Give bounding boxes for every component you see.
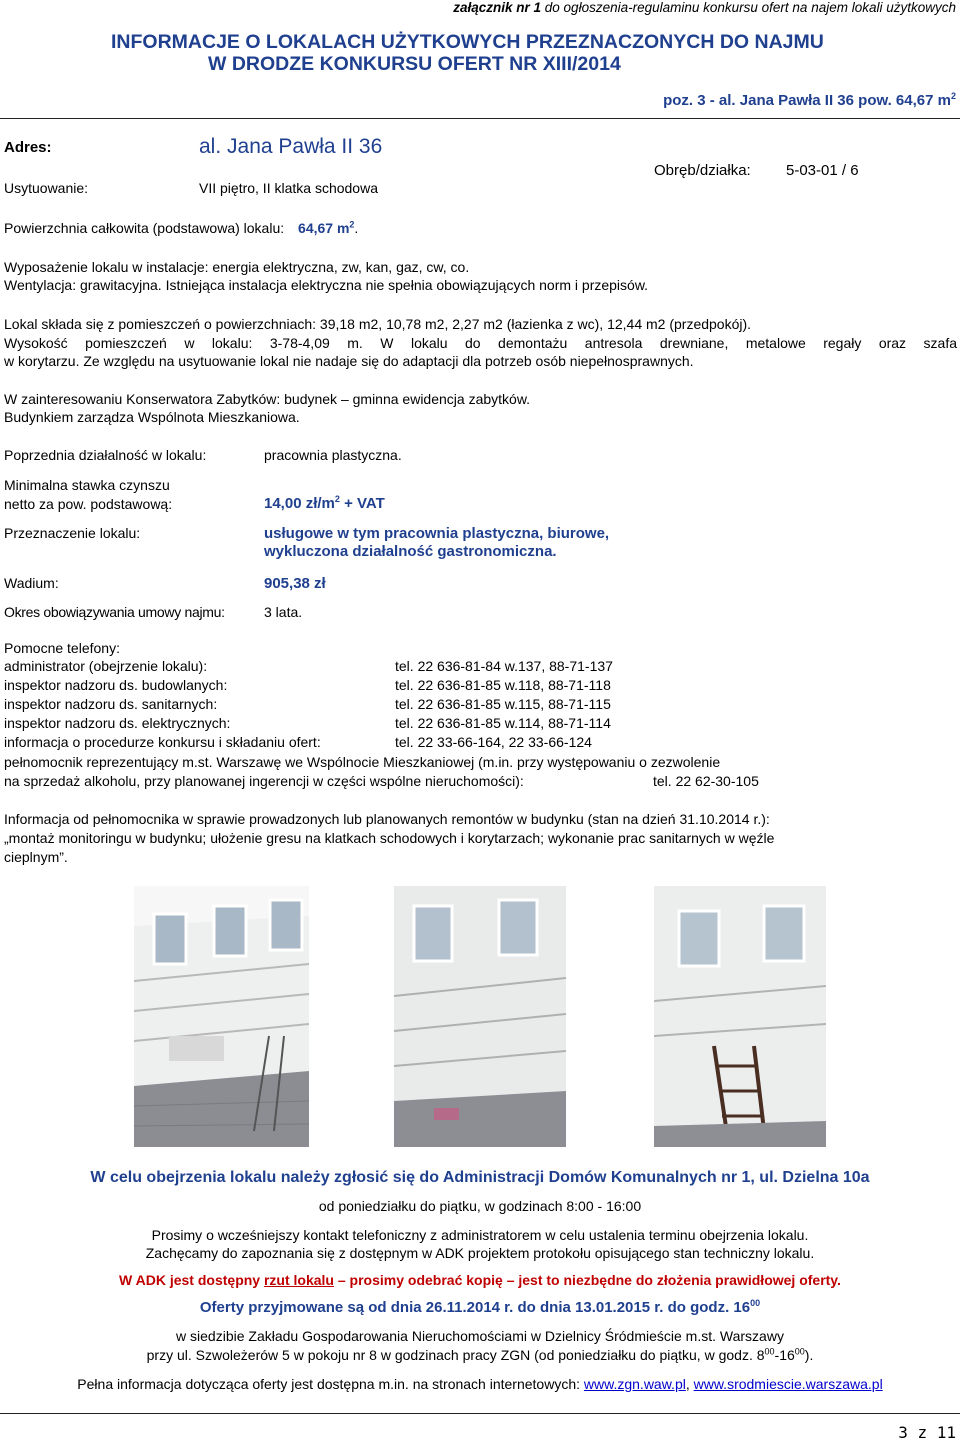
deposit-value: 905,38 zł [264, 575, 326, 592]
full-info-text: Pełna informacja dotycząca oferty jest dostępna m.in. na stronach internetowych: [77, 1376, 581, 1392]
phone-row-number: tel. 22 636-81-85 w.118, 88-71-118 [395, 677, 611, 693]
contact-line1: Prosimy o wcześniejszy kontakt telefoniczny z administratorem w celu ustalenia terminu obejrzenia lokalu. [151, 1227, 809, 1243]
photo-room-right [654, 886, 826, 1147]
rent-label-1: Minimalna stawka czynszu [4, 477, 170, 493]
phone-row-label: inspektor nadzoru ds. sanitarnych: [4, 696, 218, 712]
conservator-line: W zainteresowaniu Konserwatora Zabytków: budynek – gminna ewidencja zabytków. [4, 391, 531, 407]
seat-text-c: ). [804, 1347, 814, 1363]
photo-room-left [134, 886, 309, 1147]
deposit-label: Wadium: [4, 575, 59, 591]
rent-label-2: netto za pow. podstawową: [4, 496, 173, 512]
phone-row-label: administrator (obejrzenie lokalu): [4, 658, 208, 674]
proxy-line2: na sprzedaż alkoholu, przy planowanej ingerencji w części wspólne nieruchomości): [4, 773, 524, 789]
seat-text-b: -16 [774, 1347, 795, 1363]
plot-value: 5-03-01 / 6 [786, 162, 859, 179]
proxy-phone: tel. 22 62-30-105 [653, 773, 759, 789]
visit-hours: od poniedziałku do piątku, w godzinach 8:00 - 16:00 [318, 1198, 642, 1214]
phone-row-label: inspektor nadzoru ds. budowlanych: [4, 677, 228, 693]
term-label: Okres obowiązywania umowy najmu: [4, 604, 225, 620]
plan-notice [0, 1272, 960, 1289]
ventilation-line: Wentylacja: grawitacyjna. Istniejąca instalacja elektryczna nie spełnia obowiązujących norm i przepisów. [4, 277, 649, 293]
renovation-line2: „montaż monitoringu w budynku; ułożenie gresu na klatkach schodowych i korytarzach; wykonanie prac sanitarnych w węźle [4, 830, 775, 846]
phone-row-number: tel. 22 636-81-85 w.114, 88-71-114 [395, 715, 611, 731]
location-label: Usytuowanie: [4, 180, 89, 196]
phone-row-label: inspektor nadzoru ds. elektrycznych: [4, 715, 231, 731]
plan-notice-part1: W ADK jest dostępny [119, 1272, 264, 1288]
header-divider [0, 118, 960, 119]
description-line1: Lokal składa się z pomieszczeń o powierzchniach: 39,18 m2, 10,78 m2, 2,27 m2 (łazienka z wc), 12,44 m2 (przedpokój). [4, 316, 752, 332]
attachment-number: załącznik nr 1 [453, 0, 542, 15]
page-title-line2: W DRODZE KONKURSU OFERT NR XIII/2014 [208, 53, 621, 75]
footer-divider [0, 1413, 960, 1414]
srodmiescie-website-link[interactable]: www.srodmiescie.warszawa.pl [693, 1376, 883, 1392]
seat-text-a: przy ul. Szwoleżerów 5 w pokoju nr 8 w godzinach pracy ZGN (od poniedziałku do piątku, w godz. 8 [146, 1347, 765, 1363]
description-line2: Wysokość pomieszczeń w lokalu: 3-78-4,09 m. W lokalu do demontażu antresola drewniane, metalowe regały oraz szafa [4, 335, 957, 351]
offers-sup: 00 [750, 1298, 761, 1308]
page-number: 3 z 11 [898, 1423, 956, 1442]
area-sup: 2 [349, 219, 355, 230]
zgn-website-link[interactable]: www.zgn.waw.pl [583, 1376, 686, 1392]
description-line3: w korytarzu. Ze względu na usytuowanie lokal nie nadaje się do adaptacji dla potrzeb osób niepełnosprawnych. [4, 353, 694, 369]
term-value: 3 lata. [264, 604, 303, 620]
photo-room-middle [394, 886, 566, 1147]
full-info-line [0, 1376, 960, 1393]
seat-line2 [0, 1347, 960, 1364]
position-header [663, 92, 956, 110]
offers-text: Oferty przyjmowane są od dnia 26.11.2014 r. do dnia 13.01.2015 r. do godz. 16 [199, 1299, 751, 1316]
proxy-line1: pełnomocnik reprezentujący m.st. Warszawę we Wspólnocie Mieszkaniowej (m.in. przy występowaniu o zezwolenie [4, 754, 721, 770]
area-label: Powierzchnia całkowita (podstawowa) lokalu: [4, 220, 285, 236]
area-row [4, 220, 358, 237]
renovation-line3: cieplnym”. [4, 849, 68, 865]
position-text: poz. 3 - al. Jana Pawła II 36 pow. 64,67 m [663, 92, 951, 109]
address-label: Adres: [4, 139, 52, 156]
offers-deadline [0, 1299, 960, 1317]
phones-heading: Pomocne telefony: [4, 640, 120, 656]
area-dot: . [354, 220, 359, 236]
seat-sup2: 00 [794, 1346, 805, 1357]
prev-activity-label: Poprzednia działalność w lokalu: [4, 447, 207, 463]
area-value [298, 220, 354, 236]
management-line: Budynkiem zarządza Wspólnota Mieszkaniowa. [4, 409, 300, 425]
phone-row-number: tel. 22 33-66-164, 22 33-66-124 [395, 734, 592, 750]
page-title-line1: INFORMACJE O LOKALACH UŻYTKOWYCH PRZEZNACZONYCH DO NAJMU [111, 31, 824, 53]
contact-line2: Zachęcamy do zapoznania się z dostępnym w ADK projektem protokołu opisującego stan techniczny lokalu. [145, 1245, 815, 1261]
renovation-line1: Informacja od pełnomocnika w sprawie prowadzonych lub planowanych remontów w budynku (stan na dzień 31.10.2014 r.): [4, 811, 770, 827]
phone-row-number: tel. 22 636-81-85 w.115, 88-71-115 [395, 696, 611, 712]
purpose-value-1: usługowe w tym pracownia plastyczna, biurowe, [264, 525, 610, 542]
attachment-description: do ogłoszenia-regulaminu konkursu ofert na najem lokali użytkowych [544, 0, 956, 15]
plan-notice-part2: – prosimy odebrać kopię – jest to niezbędne do złożenia prawidłowej oferty. [333, 1272, 841, 1288]
link-comma: , [685, 1376, 690, 1392]
attachment-note [453, 0, 956, 16]
position-sup: 2 [950, 91, 956, 101]
rent-sup: 2 [334, 494, 340, 504]
purpose-label: Przeznaczenie lokalu: [4, 525, 141, 541]
area-number: 64,67 m [298, 220, 350, 236]
seat-line1: w siedzibie Zakładu Gospodarowania Nieruchomościami w Dzielnicy Śródmieście m.st. Warszawy [176, 1328, 784, 1344]
rent-amount: 14,00 zł/m [264, 495, 335, 512]
plan-notice-link: rzut lokalu [263, 1272, 334, 1288]
location-value: VII piętro, II klatka schodowa [199, 180, 378, 196]
prev-activity-value: pracownia plastyczna. [264, 447, 402, 463]
address-value: al. Jana Pawła II 36 [199, 135, 383, 158]
rent-suffix: + VAT [339, 495, 385, 512]
phone-row-number: tel. 22 636-81-84 w.137, 88-71-137 [395, 658, 613, 674]
plot-label: Obręb/działka: [654, 162, 751, 179]
equipment-line: Wyposażenie lokalu w instalacje: energia elektryczna, zw, kan, gaz, cw, co. [4, 259, 470, 275]
visit-notice: W celu obejrzenia lokalu należy zgłosić się do Administracji Domów Komunalnych nr 1, ul. Dzielna 10a [90, 1169, 870, 1186]
seat-sup1: 00 [764, 1346, 775, 1357]
purpose-value-2: wykluczona działalność gastronomiczna. [264, 543, 557, 560]
phone-row-label: informacja o procedurze konkursu i składaniu ofert: [4, 734, 321, 750]
rent-value [264, 495, 385, 513]
